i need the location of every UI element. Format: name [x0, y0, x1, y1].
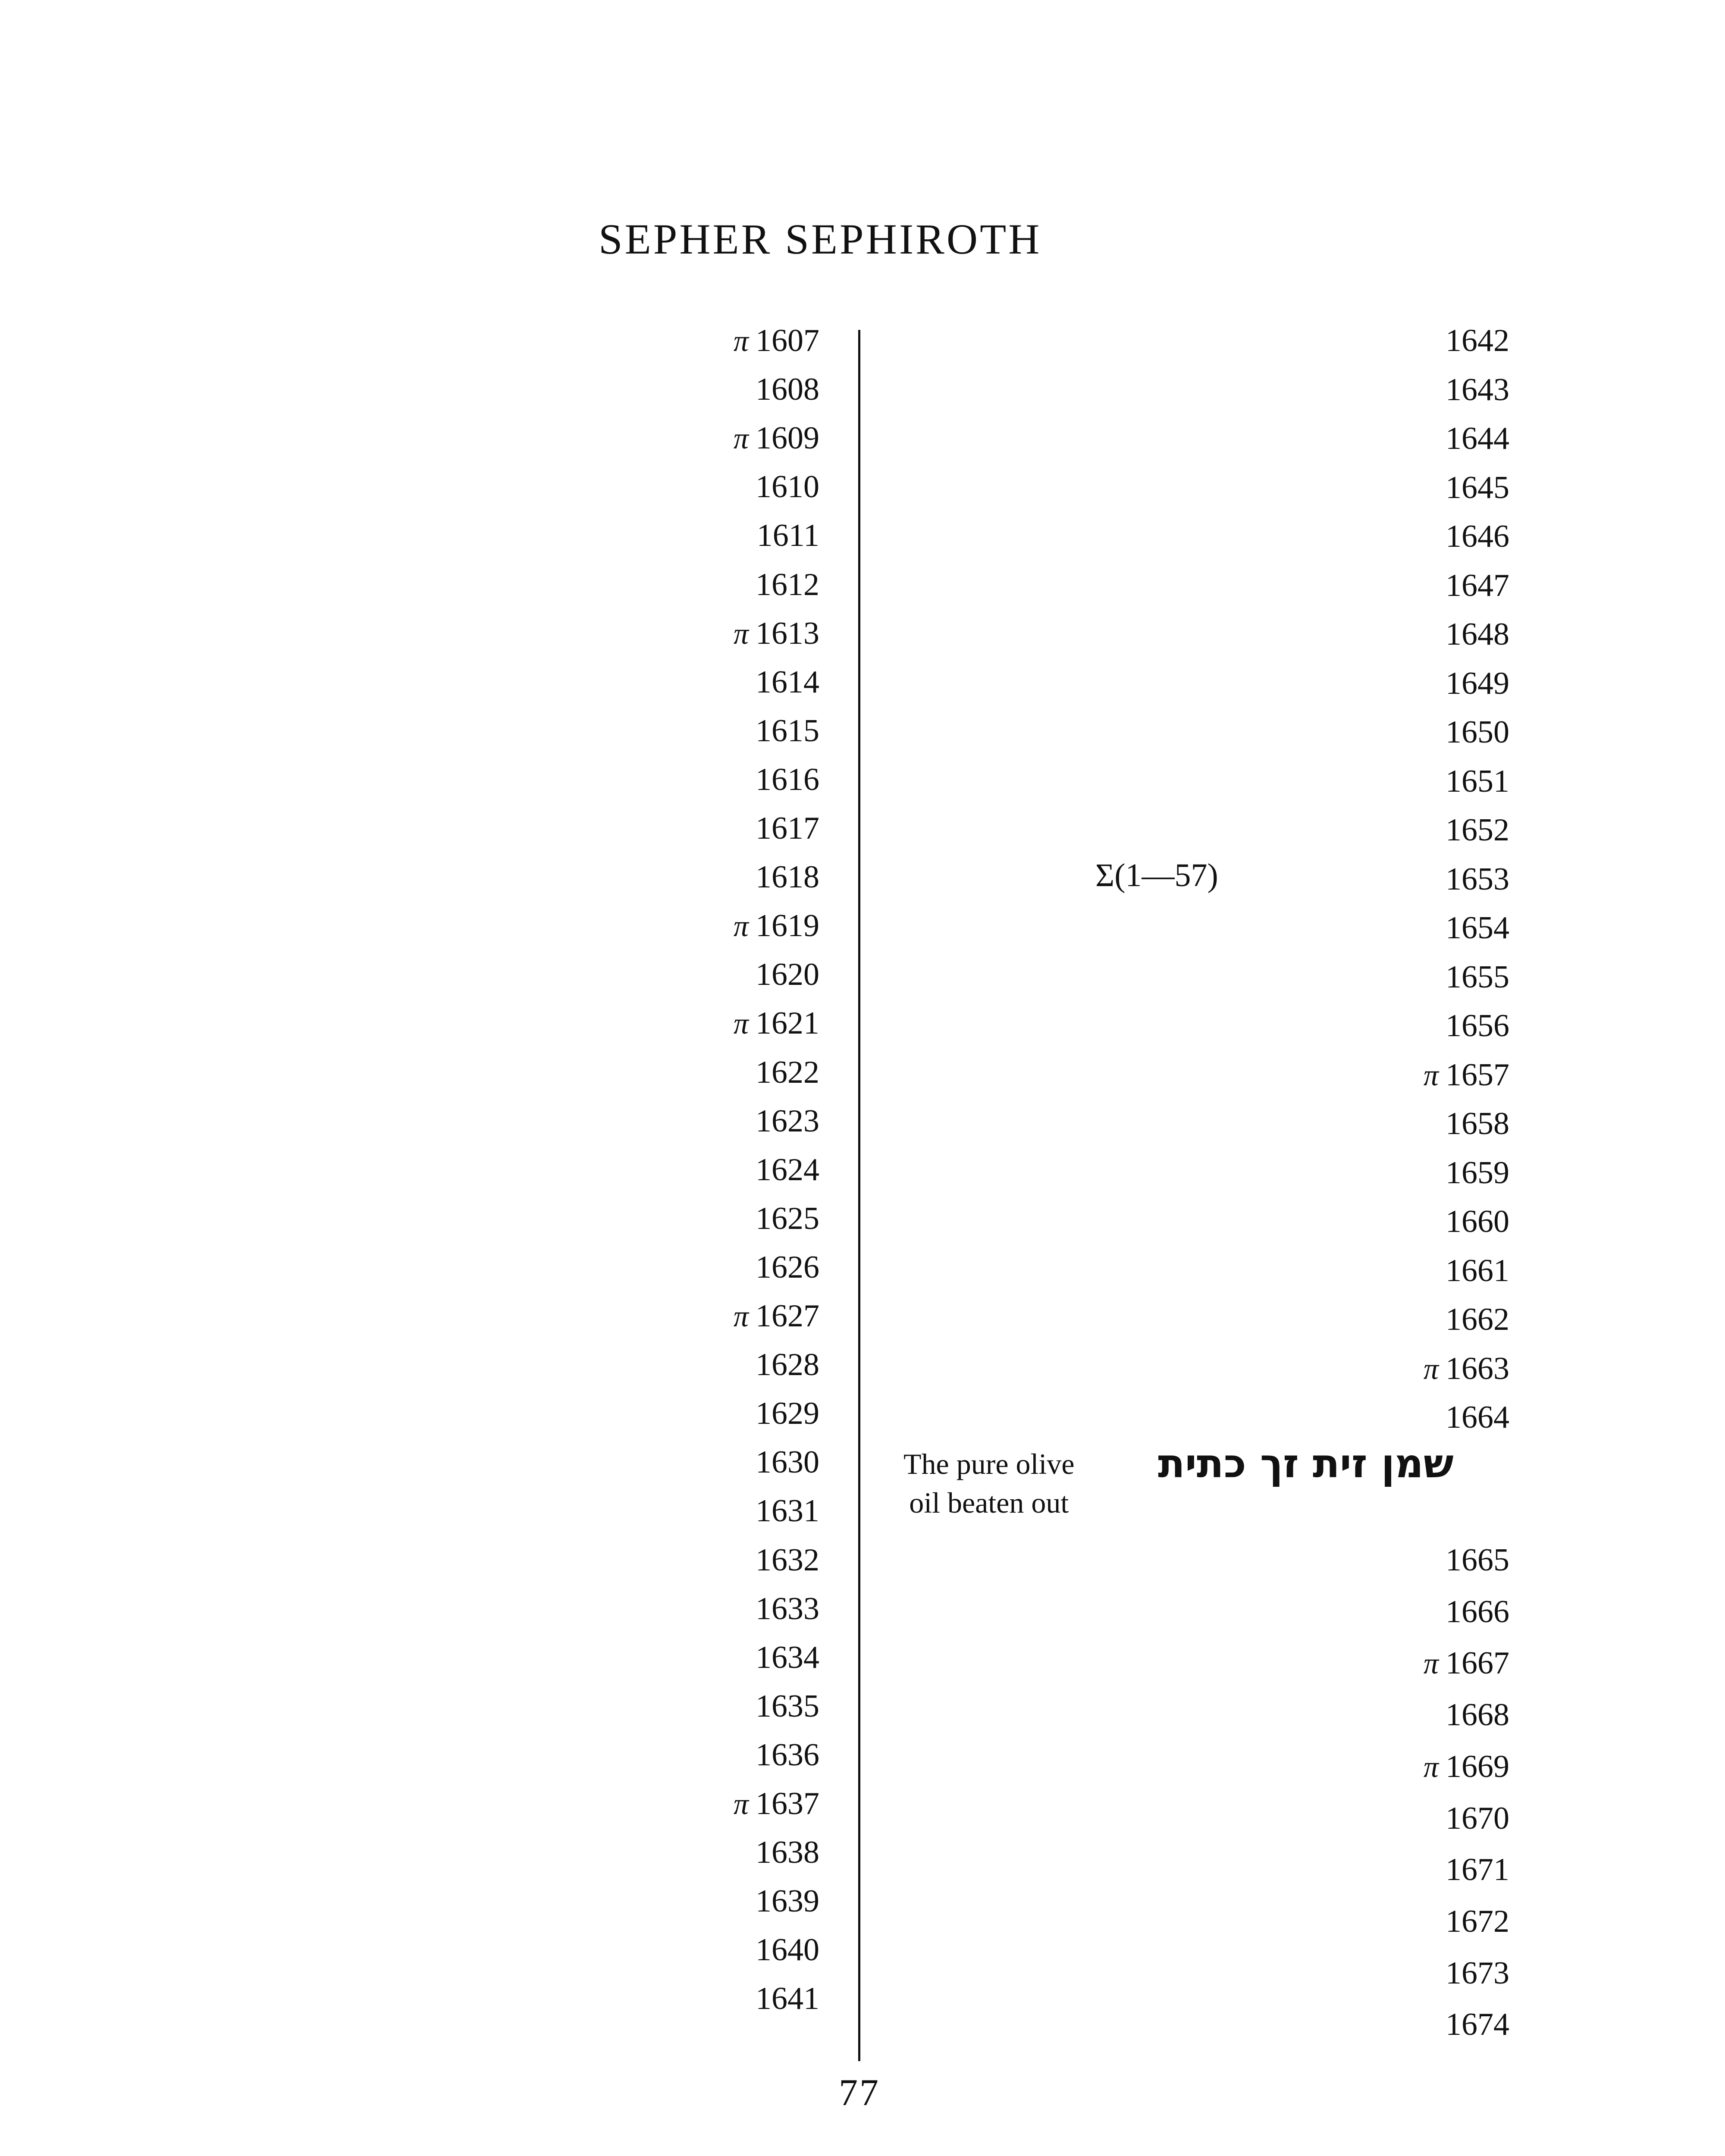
number-entry — [1446, 1202, 1509, 1241]
number-entry — [756, 1833, 819, 1872]
entry-number: 1637 — [756, 1786, 819, 1821]
number-entry — [1446, 713, 1509, 752]
number-entry — [756, 1248, 819, 1287]
number-entry — [1446, 1006, 1509, 1045]
number-entry — [1446, 1954, 1509, 1993]
number-entry — [1446, 1902, 1509, 1941]
entry-number: 1608 — [756, 372, 819, 407]
entry-number: 1648 — [1446, 617, 1509, 652]
entry-number: 1624 — [756, 1152, 819, 1188]
entry-number: 1667 — [1446, 1645, 1509, 1681]
number-entry — [1446, 419, 1509, 458]
pi-symbol: π — [1423, 1059, 1439, 1092]
number-entry — [756, 663, 819, 702]
number-entry — [1446, 566, 1509, 605]
page-title: SEPHER SEPHIROTH — [599, 215, 1042, 263]
entry-number: 1640 — [756, 1932, 819, 1968]
entry-number: 1658 — [1446, 1106, 1509, 1141]
entry-number: 1650 — [1446, 714, 1509, 750]
entry-number: 1625 — [756, 1201, 819, 1236]
pi-symbol: π — [733, 1007, 749, 1040]
number-entry — [1446, 1695, 1509, 1734]
entry-number: 1659 — [1446, 1155, 1509, 1191]
entry-number: 1630 — [756, 1445, 819, 1480]
entry-number: 1612 — [756, 567, 819, 602]
entry-number: 1674 — [1446, 2007, 1509, 2042]
entry-number: 1617 — [756, 811, 819, 846]
number-entry — [734, 321, 819, 360]
number-entry — [756, 1930, 819, 1969]
number-entry — [1446, 762, 1509, 801]
number-entry — [1446, 517, 1509, 556]
entry-number: 1653 — [1446, 862, 1509, 897]
entry-number: 1645 — [1446, 470, 1509, 505]
pi-symbol: π — [733, 422, 749, 455]
pi-symbol: π — [733, 325, 749, 358]
entry-number: 1652 — [1446, 812, 1509, 848]
number-entry — [756, 1345, 819, 1384]
entry-number: 1643 — [1446, 372, 1509, 407]
number-entry — [1446, 1799, 1509, 1838]
entry-number: 1628 — [756, 1347, 819, 1382]
number-entry — [1446, 909, 1509, 947]
number-entry — [734, 1297, 819, 1335]
number-entry — [1446, 860, 1509, 899]
entry-number: 1629 — [756, 1396, 819, 1431]
number-entry — [1446, 1104, 1509, 1143]
pi-symbol: π — [1423, 1647, 1439, 1680]
entry-number: 1619 — [756, 908, 819, 943]
number-entry — [1446, 1850, 1509, 1889]
entry-number: 1646 — [1446, 519, 1509, 554]
number-entry — [1446, 1251, 1509, 1290]
entry-number: 1636 — [756, 1737, 819, 1773]
hebrew-gloss: שמן זית זך כתית — [1158, 1441, 1454, 1487]
entry-number: 1666 — [1446, 1594, 1509, 1630]
number-entry — [756, 1687, 819, 1726]
pi-symbol: π — [733, 910, 749, 943]
number-entry — [756, 1492, 819, 1530]
entry-number: 1668 — [1446, 1697, 1509, 1733]
number-entry — [1446, 1398, 1509, 1437]
number-entry — [1446, 958, 1509, 997]
number-entry — [1424, 1349, 1509, 1388]
number-entry — [1446, 811, 1509, 849]
entry-number: 1641 — [756, 1981, 819, 2016]
number-entry — [1424, 1644, 1509, 1683]
entry-number: 1626 — [756, 1250, 819, 1285]
entry-number: 1663 — [1446, 1351, 1509, 1386]
entry-number: 1614 — [756, 664, 819, 700]
number-entry — [756, 1443, 819, 1482]
entry-number: 1613 — [756, 616, 819, 651]
number-entry — [1424, 1056, 1509, 1094]
number-entry — [1446, 2005, 1509, 2044]
number-entry — [756, 1053, 819, 1092]
column-divider — [858, 330, 860, 2061]
number-entry — [1424, 1747, 1509, 1786]
number-entry — [734, 1784, 819, 1823]
number-entry — [756, 1150, 819, 1189]
entry-number: 1616 — [756, 762, 819, 797]
number-entry — [1446, 1300, 1509, 1339]
number-entry — [734, 614, 819, 653]
entry-number: 1627 — [756, 1298, 819, 1334]
number-entry — [756, 711, 819, 750]
entry-number: 1654 — [1446, 910, 1509, 946]
number-entry — [756, 1882, 819, 1921]
number-entry — [1446, 615, 1509, 654]
entry-number: 1665 — [1446, 1542, 1509, 1578]
number-entry — [756, 955, 819, 994]
entry-number: 1618 — [756, 859, 819, 895]
entry-number: 1670 — [1446, 1801, 1509, 1836]
number-entry — [1446, 370, 1509, 409]
entry-number: 1647 — [1446, 568, 1509, 603]
entry-number: 1649 — [1446, 666, 1509, 701]
number-entry — [756, 1736, 819, 1774]
entry-number: 1622 — [756, 1055, 819, 1090]
entry-number: 1642 — [1446, 323, 1509, 358]
number-entry — [734, 419, 819, 458]
number-entry — [1446, 664, 1509, 703]
pi-symbol: π — [733, 1300, 749, 1333]
number-entry — [756, 1589, 819, 1628]
entry-number: 1672 — [1446, 1904, 1509, 1939]
entry-number: 1660 — [1446, 1204, 1509, 1239]
number-entry — [1446, 1592, 1509, 1631]
entry-number: 1661 — [1446, 1253, 1509, 1288]
entry-number: 1632 — [756, 1542, 819, 1578]
entry-number: 1623 — [756, 1103, 819, 1139]
number-entry — [756, 370, 819, 409]
number-entry — [756, 565, 819, 604]
number-entry — [756, 858, 819, 896]
entry-number: 1607 — [756, 323, 819, 358]
entry-number: 1656 — [1446, 1008, 1509, 1044]
number-entry — [756, 467, 819, 506]
pi-symbol: π — [1423, 1353, 1439, 1386]
entry-number: 1644 — [1446, 421, 1509, 456]
entry-number: 1651 — [1446, 764, 1509, 799]
number-entry — [756, 809, 819, 848]
number-entry — [756, 760, 819, 799]
entry-number: 1634 — [756, 1640, 819, 1675]
number-entry — [1446, 468, 1509, 507]
number-entry — [734, 1004, 819, 1043]
entry-number: 1638 — [756, 1835, 819, 1870]
english-gloss-line: oil beaten out — [909, 1486, 1069, 1519]
pi-symbol: π — [1423, 1751, 1439, 1784]
number-entry — [1446, 1541, 1509, 1579]
number-entry — [756, 1102, 819, 1141]
entry-number: 1655 — [1446, 959, 1509, 995]
entry-number: 1635 — [756, 1689, 819, 1724]
entry-number: 1669 — [1446, 1749, 1509, 1784]
entry-number: 1664 — [1446, 1400, 1509, 1435]
entry-number: 1673 — [1446, 1955, 1509, 1991]
entry-number: 1615 — [756, 713, 819, 749]
english-gloss-line: The pure olive — [903, 1448, 1075, 1480]
sum-annotation: Σ(1—57) — [1095, 857, 1218, 893]
pi-symbol: π — [733, 1788, 749, 1821]
number-entry — [734, 906, 819, 945]
number-entry — [756, 1199, 819, 1238]
entry-number: 1657 — [1446, 1057, 1509, 1093]
number-entry — [756, 1979, 819, 2018]
entry-number: 1611 — [756, 518, 819, 553]
page-number: 77 — [839, 2072, 880, 2114]
entry-number: 1610 — [756, 469, 819, 505]
number-entry — [757, 516, 819, 555]
number-entry — [756, 1541, 819, 1579]
number-entry — [756, 1638, 819, 1677]
entry-number: 1662 — [1446, 1302, 1509, 1337]
english-gloss — [903, 1445, 1075, 1522]
entry-number: 1633 — [756, 1591, 819, 1626]
entry-number: 1609 — [756, 420, 819, 456]
pi-symbol: π — [733, 617, 749, 651]
entry-number: 1621 — [756, 1006, 819, 1041]
entry-number: 1620 — [756, 957, 819, 992]
entry-number: 1631 — [756, 1493, 819, 1529]
number-entry — [756, 1394, 819, 1433]
entry-number: 1639 — [756, 1883, 819, 1919]
entry-number: 1671 — [1446, 1852, 1509, 1887]
number-entry — [1446, 321, 1509, 360]
number-entry — [1446, 1153, 1509, 1192]
